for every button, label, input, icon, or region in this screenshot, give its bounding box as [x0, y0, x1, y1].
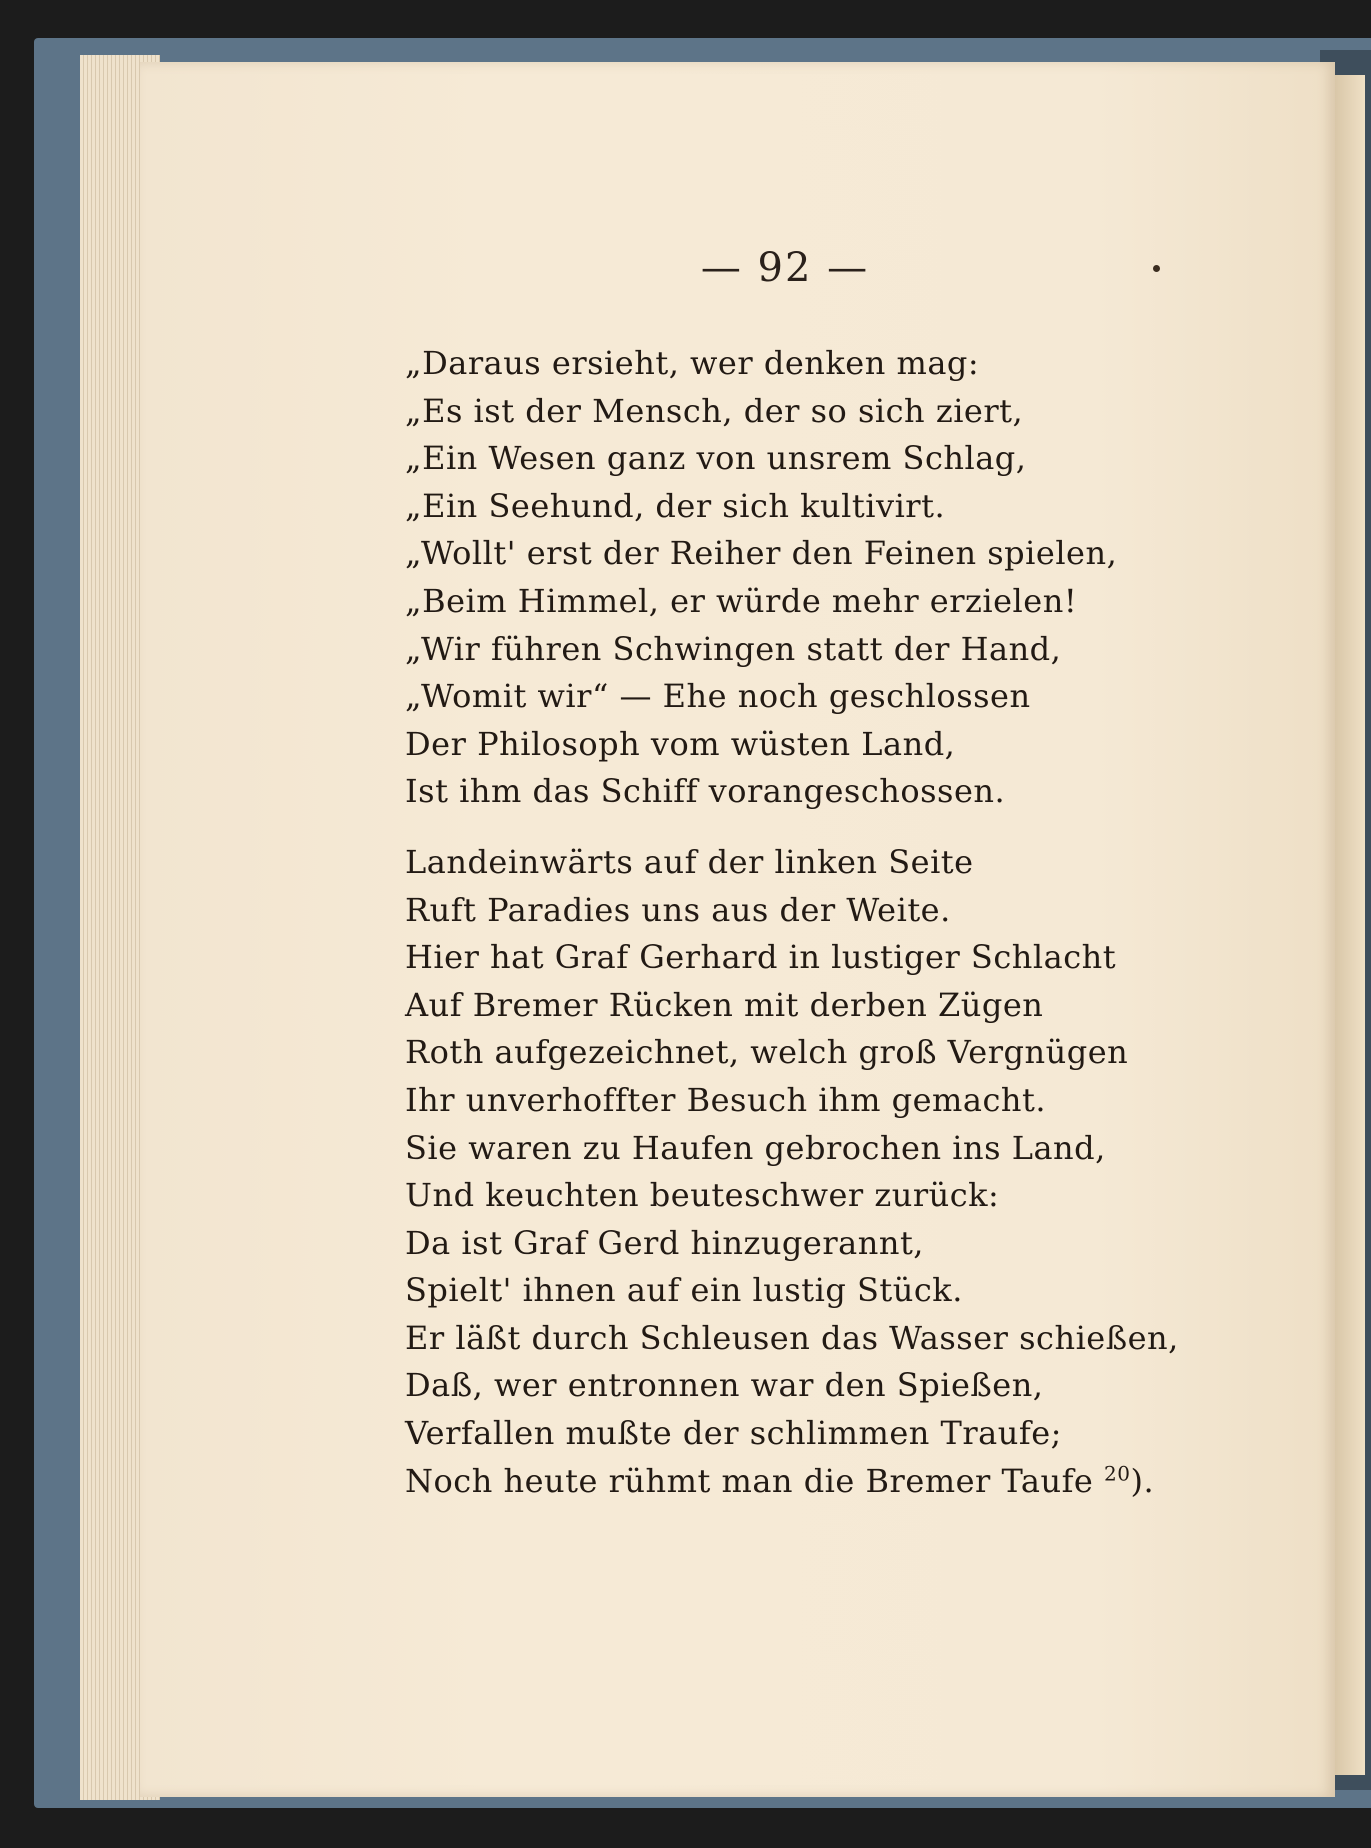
poem-line: „Es ist der Mensch, der so sich ziert, [405, 391, 1024, 430]
poem-line: Roth aufgezeichnet, welch groß Vergnügen [405, 1033, 1129, 1072]
poem-line: Ihr unverhoffter Besuch ihm gemacht. [405, 1080, 1047, 1119]
poem-line: „Wir führen Schwingen statt der Hand, [405, 629, 1062, 668]
poem-line: Und keuchten beuteschwer zurück: [405, 1176, 1000, 1215]
poem-last-line [405, 1458, 1185, 1506]
poem-line: Ruft Paradies uns aus der Weite. [405, 890, 951, 929]
poem-line: Ist ihm das Schiff vorangeschossen. [405, 772, 1006, 811]
poem-line: Daß, wer entronnen war den Spießen, [405, 1366, 1044, 1405]
poem-line: Er läßt durch Schleusen das Wasser schießen, [405, 1318, 1179, 1357]
page-number: — 92 — [700, 245, 870, 291]
poem-line: Spielt' ihnen auf ein lustig Stück. [405, 1271, 963, 1310]
poem-line: „Daraus ersieht, wer denken mag: [405, 344, 980, 382]
last-line-end: ). [1130, 1461, 1155, 1500]
poem-line: Auf Bremer Rücken mit derben Zügen [405, 985, 1044, 1024]
poem-line: Sie waren zu Haufen gebrochen ins Land, [405, 1128, 1106, 1167]
last-line-text: Noch heute rühmt man die Bremer Taufe [405, 1461, 1094, 1500]
poem-line: Verfallen mußte der schlimmen Traufe; [405, 1414, 1062, 1453]
poem-line: „Wollt' erst der Reiher den Feinen spielen, [405, 534, 1118, 573]
footnote-reference[interactable]: 20 [1104, 1461, 1131, 1485]
poem-line: Hier hat Graf Gerhard in lustiger Schlacht [405, 938, 1117, 977]
poem-line: „Ein Seehund, der sich kultivirt. [405, 486, 946, 525]
poem-line: Der Philosoph vom wüsten Land, [405, 724, 956, 763]
stanza-2 [405, 839, 1185, 1505]
poem-line: „Womit wir“ — Ehe noch geschlossen [405, 677, 1031, 716]
stanza-break [405, 816, 1185, 839]
poem-text [405, 340, 1185, 1505]
poem-line: „Ein Wesen ganz von unsrem Schlag, [405, 439, 1027, 478]
stanza-1 [405, 340, 1185, 816]
facing-page-edge [1335, 75, 1365, 1775]
ink-speck [1153, 265, 1160, 272]
poem-line: Landeinwärts auf der linken Seite [405, 842, 974, 881]
poem-line: Da ist Graf Gerd hinzugerannt, [405, 1223, 924, 1262]
poem-line: „Beim Himmel, er würde mehr erzielen! [405, 581, 1078, 620]
